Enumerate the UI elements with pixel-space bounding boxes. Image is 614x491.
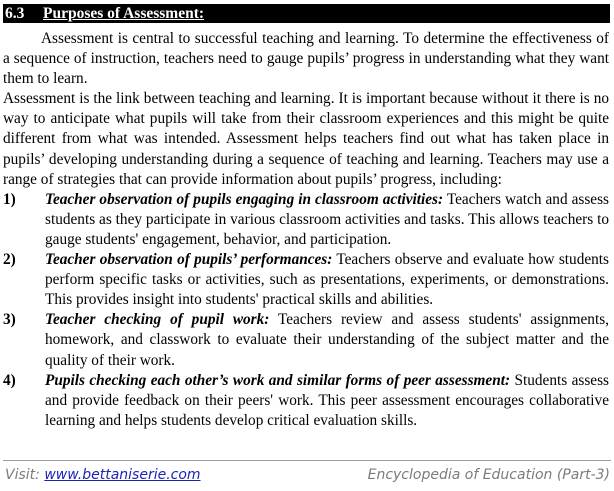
footer-divider xyxy=(3,460,611,461)
list-item xyxy=(3,371,609,431)
item-text: Students assess and provide feedback on their peers' work. This peer assessment encourages collaborative learning and helps students develop critical evaluation skills. xyxy=(45,371,609,429)
item-number: 2) xyxy=(3,251,16,269)
list-item xyxy=(3,250,609,310)
item-lead: Teacher checking of pupil work: xyxy=(45,311,270,329)
item-text: Teachers review and assess students' assignments, homework, and classwork to evaluate their understanding of the subject matter and the quality of their work. xyxy=(45,311,609,369)
item-text: Teachers observe and evaluate how students perform specific tasks or activities, such as presentations, experiments, or demonstrations. This provides insight into students' practical skills and abilities. xyxy=(45,251,609,309)
item-text: Teachers watch and assess students as they participate in various classroom activities and tasks. This allows teachers to gauge students' engagement, behavior, and participation. xyxy=(45,190,609,248)
item-number: 1) xyxy=(3,190,16,208)
list-item xyxy=(3,190,609,250)
footer-visit-label: Visit: xyxy=(5,467,45,483)
body-paragraph: Assessment is the link between teaching and learning. It is important because without it there is no way to anticipate what pupils will take from their classroom experiences and this might be quite different from what was intended. Assessment helps teachers find out what has taken place in pupils’ developing understanding during a sequence of teaching and learning. Teachers may use a range of strategies that can provide information about pupils’ progress, including: xyxy=(3,90,609,188)
section-heading xyxy=(3,4,610,23)
section-number: 6.3 xyxy=(5,5,25,22)
item-lead: Teacher observation of pupils’ performances: xyxy=(45,251,333,269)
intro-paragraph: Assessment is central to successful teaching and learning. To determine the effectiveness of a sequence of instruction, teachers need to gauge pupils’ progress in understanding what they want them to learn. xyxy=(3,30,609,88)
page-footer xyxy=(3,465,610,485)
footer-visit xyxy=(5,465,201,485)
website-link[interactable]: www.bettaniserie.com xyxy=(44,467,201,483)
strategy-list xyxy=(3,190,609,431)
item-lead: Pupils checking each other’s work and similar forms of peer assessment: xyxy=(45,371,511,389)
section-title: Purposes of Assessment: xyxy=(43,5,205,22)
item-lead: Teacher observation of pupils engaging in classroom activities: xyxy=(45,190,444,208)
item-number: 4) xyxy=(3,371,16,389)
footer-book-title: Encyclopedia of Education (Part-3) xyxy=(367,467,610,483)
list-item xyxy=(3,310,609,370)
document-body xyxy=(3,29,609,431)
item-number: 3) xyxy=(3,311,16,329)
